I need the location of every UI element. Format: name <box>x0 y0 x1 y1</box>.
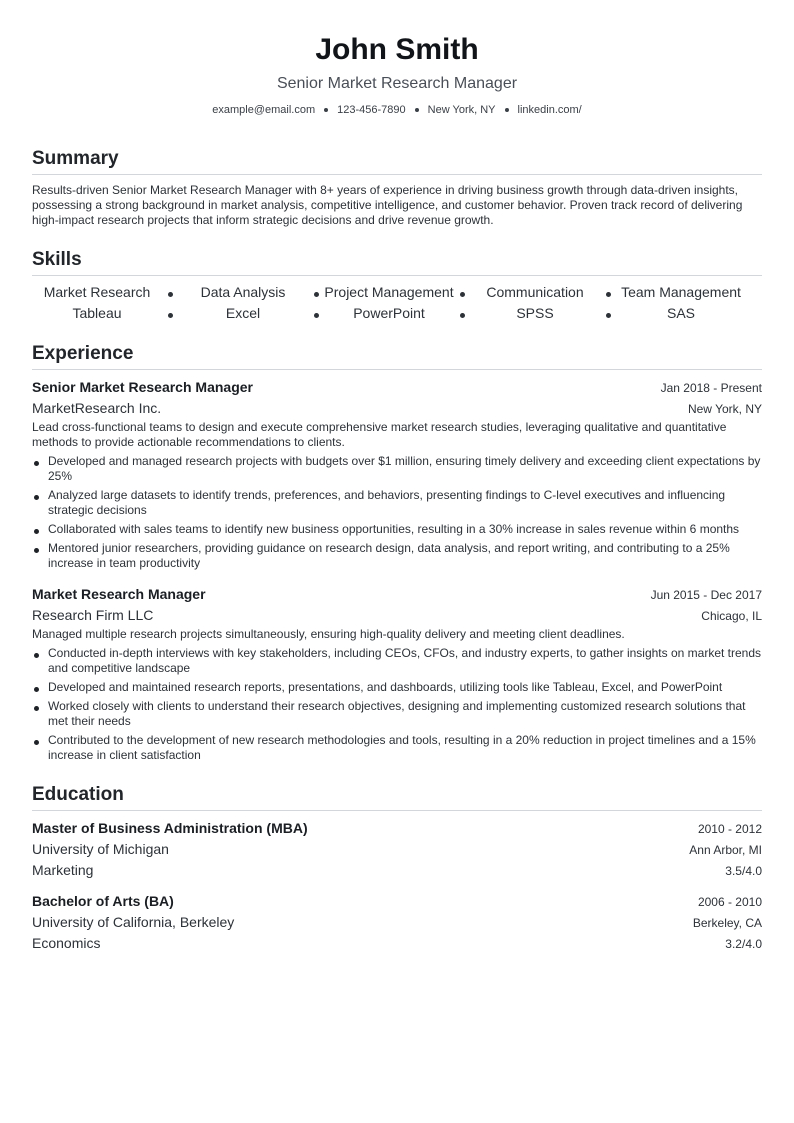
skill-item: Data Analysis <box>200 284 286 300</box>
job-entry <box>32 585 762 763</box>
separator-dot-icon <box>505 108 509 112</box>
education-entry <box>32 819 762 880</box>
contact-line <box>32 103 762 117</box>
school-name: University of California, Berkeley <box>32 914 235 930</box>
bullet-dot-icon <box>600 288 616 297</box>
gpa: 3.2/4.0 <box>725 937 762 951</box>
skill-item: Market Research <box>43 284 151 300</box>
bullet-dot-icon <box>454 288 470 297</box>
education-dates: 2010 - 2012 <box>697 822 762 836</box>
candidate-name: John Smith <box>315 33 479 66</box>
skill-item: SAS <box>666 305 695 321</box>
skills-row <box>32 284 762 301</box>
job-bullets <box>32 454 762 571</box>
job-company: MarketResearch Inc. <box>32 400 162 416</box>
section-heading: Education <box>32 783 762 811</box>
section-heading: Experience <box>32 342 762 370</box>
section-heading: Skills <box>32 248 762 276</box>
degree-name: Master of Business Administration (MBA) <box>32 820 308 836</box>
contact-phone[interactable]: 123-456-7890 <box>337 104 406 116</box>
skills-row <box>32 305 762 322</box>
list-item: Contributed to the development of new research methodologies and tools, resulting in a 20% reduction in project timelines and a 15% increase in client satisfaction <box>32 733 762 763</box>
bullet-dot-icon <box>454 309 470 318</box>
summary-text: Results-driven Senior Market Research Manager with 8+ years of experience in driving business growth through data-driven insights, possessing a strong background in market analysis, competitive intelligence, and customer behavior. Proven track record of delivering high-impact research projects that inform strategic decisions and drive revenue growth. <box>32 183 743 227</box>
education-section <box>32 783 762 953</box>
skill-item: Tableau <box>72 305 122 321</box>
field-of-study: Marketing <box>32 862 94 878</box>
list-item: Mentored junior researchers, providing guidance on research design, data analysis, and report writing, and contributing to a 25% increase in team productivity <box>32 541 762 571</box>
experience-section <box>32 342 762 763</box>
school-location: Ann Arbor, MI <box>689 843 762 857</box>
skill-item: SPSS <box>516 305 554 321</box>
job-description: Lead cross-functional teams to design and execute comprehensive market research studies, leveraging qualitative and quantitative methods to provide actionable recommendations to clients. <box>32 420 727 449</box>
bullet-dot-icon <box>162 309 178 318</box>
list-item: Collaborated with sales teams to identify new business opportunities, resulting in a 30% increase in sales revenue within 6 months <box>32 522 762 537</box>
job-dates: Jan 2018 - Present <box>660 381 762 395</box>
list-item: Developed and maintained research reports, presentations, and dashboards, utilizing tools like Tableau, Excel, and PowerPoint <box>32 680 762 695</box>
summary-section <box>32 147 762 228</box>
job-entry <box>32 378 762 571</box>
bullet-dot-icon <box>308 288 324 297</box>
job-location: Chicago, IL <box>701 609 762 623</box>
list-item: Developed and managed research projects with budgets over $1 million, ensuring timely delivery and exceeding client expectations by 25% <box>32 454 762 484</box>
list-item: Conducted in-depth interviews with key stakeholders, including CEOs, CFOs, and industry experts, to gather insights on market trends and competitive landscape <box>32 646 762 676</box>
job-company: Research Firm LLC <box>32 607 154 623</box>
skill-item: Project Management <box>324 284 454 300</box>
job-role: Market Research Manager <box>32 586 206 602</box>
field-of-study: Economics <box>32 935 101 951</box>
bullet-dot-icon <box>308 309 324 318</box>
school-name: University of Michigan <box>32 841 169 857</box>
resume-header <box>32 0 762 117</box>
school-location: Berkeley, CA <box>692 916 762 930</box>
job-role: Senior Market Research Manager <box>32 379 253 395</box>
education-dates: 2006 - 2010 <box>697 895 762 909</box>
degree-name: Bachelor of Arts (BA) <box>32 893 174 909</box>
skills-grid <box>32 284 762 322</box>
education-entry <box>32 892 762 953</box>
job-bullets <box>32 646 762 763</box>
skill-item: Communication <box>486 284 584 300</box>
list-item: Analyzed large datasets to identify trends, preferences, and behaviors, presenting findings to C-level executives and influencing strategic decisions <box>32 488 762 518</box>
bullet-dot-icon <box>600 309 616 318</box>
separator-dot-icon <box>415 108 419 112</box>
job-location: New York, NY <box>687 402 762 416</box>
job-description: Managed multiple research projects simultaneously, ensuring high-quality delivery and meeting client deadlines. <box>32 627 625 641</box>
skill-item: PowerPoint <box>353 305 425 321</box>
contact-location: New York, NY <box>427 104 496 116</box>
gpa: 3.5/4.0 <box>725 864 762 878</box>
skill-item: Excel <box>225 305 261 321</box>
bullet-dot-icon <box>162 288 178 297</box>
job-dates: Jun 2015 - Dec 2017 <box>650 588 762 602</box>
contact-linkedin[interactable]: linkedin.com/ <box>517 104 582 116</box>
list-item: Worked closely with clients to understand their research objectives, designing and implementing customized research solutions that met their needs <box>32 699 762 729</box>
candidate-title: Senior Market Research Manager <box>276 75 518 92</box>
separator-dot-icon <box>324 108 328 112</box>
contact-email[interactable]: example@email.com <box>212 104 316 116</box>
skill-item: Team Management <box>621 284 741 300</box>
skills-section <box>32 248 762 322</box>
section-heading: Summary <box>32 147 762 175</box>
